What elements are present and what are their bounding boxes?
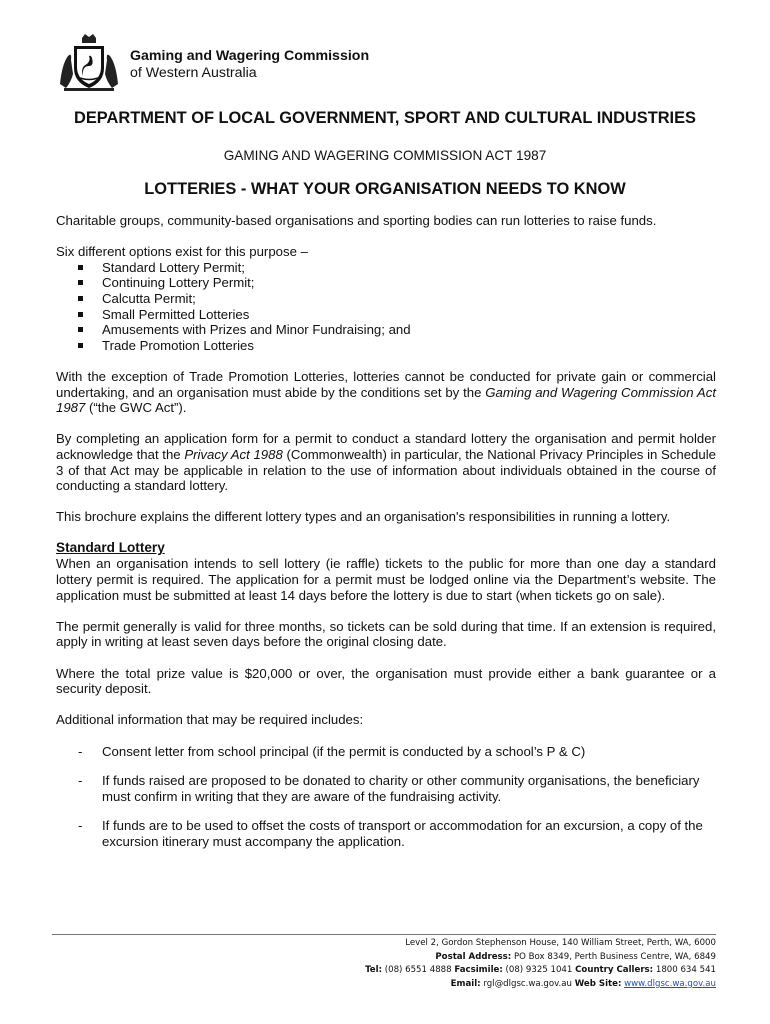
section-heading-standard-lottery: Standard Lottery bbox=[56, 540, 165, 556]
requirements-list bbox=[56, 744, 716, 850]
additional-info-paragraph: Additional information that may be required includes: bbox=[56, 712, 364, 728]
document-body bbox=[56, 213, 716, 864]
footer-address: Level 2, Gordon Stephenson House, 140 William Street, Perth, WA, 6000 bbox=[405, 938, 716, 948]
privacy-paragraph: By completing an application form for a permit to conduct a standard lottery the organisation and permit holder acknowledge that the Privacy Act 1988 (Commonwealth) in particular, the National Privacy Principles in Schedule 3 of that Act may be applicable in relation to the use of information about individuals obtained in the course of conducting a standard lottery. bbox=[56, 431, 716, 494]
intro-paragraph: Charitable groups, community-based organisations and sporting bodies can run lotteries to raise funds. bbox=[56, 213, 657, 228]
footer-phone: Tel: (08) 6551 4888 Facsimile: (08) 9325 1041 Country Callers: 1800 634 541 bbox=[365, 965, 716, 976]
list-item: - If funds are to be used to offset the costs of transport or accommodation for an excursion, a copy of the excursion itinerary must accompany the application. bbox=[56, 818, 716, 849]
options-list bbox=[56, 260, 716, 354]
act-title: GAMING AND WAGERING COMMISSION ACT 1987 bbox=[223, 148, 547, 163]
org-name: Gaming and Wagering Commission bbox=[130, 48, 370, 64]
list-item: - Consent letter from school principal (if the permit is conducted by a school’s P & C) bbox=[56, 744, 716, 760]
footer-postal: Postal Address: PO Box 8349, Perth Business Centre, WA, 6849 bbox=[435, 951, 716, 962]
prize-value-paragraph: Where the total prize value is $20,000 or over, the organisation must provide either a bank guarantee or a security deposit. bbox=[56, 665, 716, 697]
permit-validity-paragraph: The permit generally is valid for three months, so tickets can be sold during that time. If an extension is required, apply in writing at least seven days before the original closing date. bbox=[56, 618, 716, 650]
list-item: Calcutta Permit; bbox=[56, 291, 716, 307]
document-title: LOTTERIES - WHAT YOUR ORGANISATION NEEDS TO KNOW bbox=[144, 180, 626, 198]
letterhead bbox=[56, 34, 369, 92]
standard-lottery-paragraph: When an organisation intends to sell lottery (ie raffle) tickets to the public for more than one day a standard lottery permit is required. The application for a permit must be lodged online via the Department’s website. The application must be submitted at least 14 days before the lottery is due to start (when tickets go on sale). bbox=[56, 556, 716, 603]
list-item: - If funds raised are proposed to be donated to charity or other community organisations, the beneficiary must confirm in writing that they are aware of the fundraising activity. bbox=[56, 773, 716, 804]
list-item: Amusements with Prizes and Minor Fundraising; and bbox=[56, 322, 716, 338]
department-title: DEPARTMENT OF LOCAL GOVERNMENT, SPORT AND CULTURAL INDUSTRIES bbox=[74, 109, 696, 127]
website-link[interactable]: www.dlgsc.wa.gov.au bbox=[624, 978, 716, 989]
footer-divider bbox=[52, 934, 716, 935]
list-item: Standard Lottery Permit; bbox=[56, 260, 716, 276]
state-crest-logo bbox=[56, 34, 122, 92]
list-item: Trade Promotion Lotteries bbox=[56, 338, 716, 354]
exception-paragraph: With the exception of Trade Promotion Lotteries, lotteries cannot be conducted for private gain or commercial undertaking, and an organisation must abide by the conditions set by the Gaming and Wagering Commission Act 1987 (“the GWC Act”). bbox=[56, 368, 716, 416]
footer-email-web: Email: rgl@dlgsc.wa.gov.au Web Site: www.dlgsc.wa.gov.au bbox=[450, 978, 716, 989]
footer-contact bbox=[365, 937, 716, 991]
org-subtitle: of Western Australia bbox=[130, 65, 257, 81]
brochure-paragraph: This brochure explains the different lottery types and an organisation's responsibilities in running a lottery. bbox=[56, 509, 671, 525]
list-item: Small Permitted Lotteries bbox=[56, 307, 716, 323]
list-item: Continuing Lottery Permit; bbox=[56, 275, 716, 291]
options-lead: Six different options exist for this purpose – bbox=[56, 244, 308, 260]
